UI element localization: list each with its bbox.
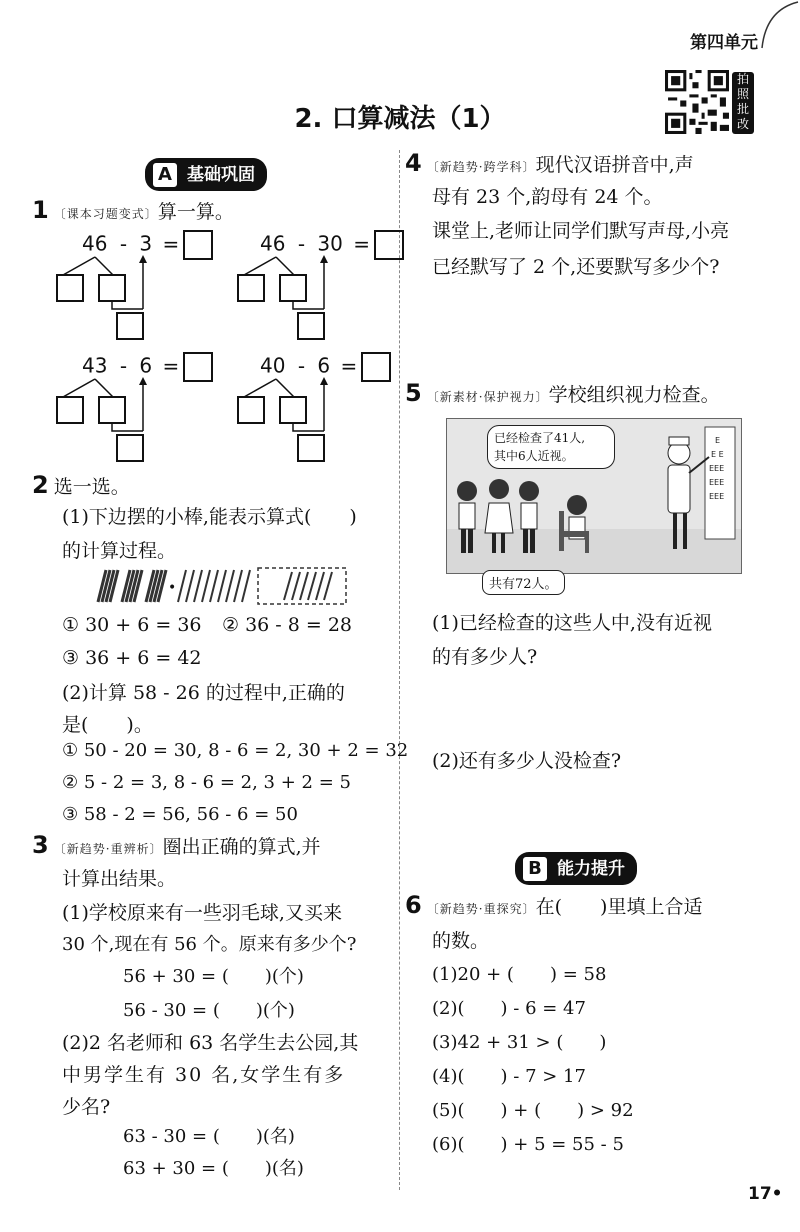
q2-option-2[interactable]: ② 36 - 8 = 28 (222, 614, 353, 636)
q3-tag: 〔新趋势·重辨析〕 (53, 842, 163, 856)
page-number-value: 17 (748, 1184, 772, 1204)
section-b-letter: B (521, 855, 549, 883)
section-a-header (145, 158, 267, 191)
svg-text:E: E (715, 436, 721, 445)
q2-part2-line2: 是( )。 (62, 714, 153, 736)
q5-part1-line1: (1)已经检查的这些人中,没有近视 (432, 612, 712, 634)
q3-text-2: 计算出结果。 (62, 868, 177, 890)
q4-text-1: 现代汉语拼音中,声 (535, 154, 694, 176)
operand-b: 6 (317, 353, 331, 378)
column-divider (399, 150, 400, 1190)
answer-box[interactable] (183, 230, 213, 260)
page-number: 17• (748, 1184, 783, 1204)
q2-heading (32, 470, 130, 504)
q4-number: 4 (405, 149, 422, 177)
q6-item-6[interactable]: (6)( ) + 5 = 55 - 5 (432, 1134, 624, 1155)
operand-a: 43 (82, 353, 108, 378)
answer-box[interactable] (99, 275, 125, 301)
q4-heading (405, 148, 694, 182)
q3-part1-line1: (1)学校原来有一些羽毛球,又买来 (62, 902, 342, 924)
answer-box[interactable] (298, 313, 324, 339)
svg-text:EEE: EEE (709, 464, 725, 473)
operand-a: 46 (260, 231, 286, 256)
single-sticks (178, 570, 250, 602)
q3-part2-line2: 中男学生有 30 名,女学生有多 (62, 1064, 346, 1086)
q6-item-3[interactable]: (3)42 + 31 > ( ) (432, 1032, 607, 1053)
q5-part2: (2)还有多少人没检查? (432, 750, 622, 772)
answer-box[interactable] (361, 352, 391, 382)
q2-part2-line1: (2)计算 58 - 26 的过程中,正确的 (62, 682, 345, 704)
answer-box[interactable] (238, 397, 264, 423)
answer-box[interactable] (117, 435, 143, 461)
q3-part1-eq-1[interactable]: 56 + 30 = ( )(个) (123, 966, 304, 987)
equals-sign: = (340, 353, 358, 378)
q4-text-3: 课堂上,老师让同学们默写声母,小亮 (432, 220, 730, 242)
q3-part2-line1: (2)2 名老师和 63 名学生去公园,其 (62, 1032, 359, 1054)
section-b-header (515, 852, 637, 885)
answer-box[interactable] (280, 275, 306, 301)
answer-box[interactable] (280, 397, 306, 423)
q3-part2-line3: 少名? (62, 1096, 111, 1118)
caption-total: 共有72人。 (482, 570, 565, 595)
q2-part1-line2: 的计算过程。 (62, 540, 177, 562)
svg-text:EEE: EEE (709, 492, 725, 501)
equals-sign: = (353, 231, 370, 256)
q6-item-1[interactable]: (1)20 + ( ) = 58 (432, 964, 607, 985)
operand-b: 3 (139, 231, 153, 256)
q2-option-1[interactable]: ① 30 + 6 = 36 (62, 614, 202, 636)
dashed-removal-box (258, 568, 346, 604)
page-title: 2. 口算减法（1） (294, 104, 506, 134)
q2-part2-option-2[interactable]: ② 5 - 2 = 3, 8 - 6 = 2, 3 + 2 = 5 (62, 772, 351, 793)
operator: - (119, 353, 128, 378)
q2-part2-option-3[interactable]: ③ 58 - 2 = 56, 56 - 6 = 50 (62, 804, 298, 825)
q3-part2-eq-1[interactable]: 63 - 30 = ( )(名) (123, 1126, 295, 1147)
q5-number: 5 (405, 379, 422, 407)
operand-b: 30 (317, 231, 343, 256)
svg-text:E E: E E (711, 450, 724, 459)
q6-item-4[interactable]: (4)( ) - 7 > 17 (432, 1066, 586, 1087)
bubble-line-2: 其中6人近视。 (494, 449, 574, 463)
bubble-line-1: 已经检查了41人, (494, 431, 586, 445)
section-a-letter: A (151, 161, 179, 189)
q1-number: 1 (32, 196, 49, 224)
q2-part1-line1: (1)下边摆的小棒,能表示算式( ) (62, 506, 357, 528)
section-a-label: 基础巩固 (187, 165, 255, 185)
equals-sign: = (162, 353, 180, 378)
q3-text-1: 圈出正确的算式,并 (162, 836, 321, 858)
q5-text: 学校组织视力检查。 (548, 384, 720, 406)
answer-box[interactable] (298, 435, 324, 461)
q3-heading (32, 830, 321, 864)
stick-bundle-3 (146, 570, 166, 602)
answer-box[interactable] (57, 275, 83, 301)
q3-number: 3 (32, 831, 49, 859)
q6-text-2: 的数。 (432, 930, 490, 952)
q1-tag: 〔课本习题变式〕 (53, 207, 158, 221)
operand-a: 46 (82, 231, 108, 256)
operator: - (297, 353, 306, 378)
svg-text:EEE: EEE (709, 478, 725, 487)
section-b-label: 能力提升 (557, 859, 625, 879)
q3-part1-line2: 30 个,现在有 56 个。原来有多少个? (62, 934, 357, 955)
operand-a: 40 (260, 353, 286, 378)
answer-box[interactable] (99, 397, 125, 423)
q4-text-4: 已经默写了 2 个,还要默写多少个? (432, 256, 720, 278)
q1-item-4-split-diagram (236, 377, 346, 467)
speech-bubble (487, 425, 615, 469)
q6-item-2[interactable]: (2)( ) - 6 = 47 (432, 998, 586, 1019)
operator: - (297, 231, 306, 256)
q6-number: 6 (405, 891, 422, 919)
q6-heading (405, 890, 702, 924)
q1-item-2-split-diagram (236, 255, 346, 345)
eye-exam-illustration (446, 418, 742, 574)
stick-bundle-2 (122, 570, 142, 602)
qr-label: 拍照批改 (732, 72, 754, 134)
q4-tag: 〔新趋势·跨学科〕 (426, 160, 536, 174)
q4-text-2: 母有 23 个,韵母有 24 个。 (432, 186, 663, 208)
equals-sign: = (162, 231, 180, 256)
answer-box[interactable] (183, 352, 213, 382)
q1-item-1-split-diagram (55, 255, 165, 345)
q3-part1-eq-2[interactable]: 56 - 30 = ( )(个) (123, 1000, 295, 1021)
answer-box[interactable] (117, 313, 143, 339)
q2-option-3[interactable]: ③ 36 + 6 = 42 (62, 647, 202, 669)
q6-tag: 〔新趋势·重探究〕 (426, 902, 536, 916)
operator: - (119, 231, 128, 256)
answer-box[interactable] (238, 275, 264, 301)
q6-text-1: 在( )里填上合适 (535, 896, 703, 918)
q5-part1-line2: 的有多少人? (432, 646, 538, 668)
answer-box[interactable] (374, 230, 404, 260)
operand-b: 6 (139, 353, 153, 378)
removed-sticks (284, 572, 332, 600)
sticks-illustration (94, 566, 350, 608)
q2-part2-option-1[interactable]: ① 50 - 20 = 30, 8 - 6 = 2, 30 + 2 = 32 (62, 740, 409, 761)
q2-number: 2 (32, 471, 49, 499)
q1-text: 算一算。 (157, 201, 234, 223)
q6-item-5[interactable]: (5)( ) + ( ) > 92 (432, 1100, 634, 1121)
q5-tag: 〔新素材·保护视力〕 (426, 390, 549, 404)
q1-item-3-split-diagram (55, 377, 165, 467)
answer-box[interactable] (57, 397, 83, 423)
q5-heading (405, 378, 720, 412)
page-corner-curl (760, 0, 800, 50)
stick-bundle-1 (98, 570, 118, 602)
q2-text: 选一选。 (53, 476, 130, 498)
q3-part2-eq-2[interactable]: 63 + 30 = ( )(名) (123, 1158, 304, 1179)
unit-label: 第四单元 (690, 33, 758, 53)
svg-text:•: • (168, 580, 177, 596)
q1-heading (32, 195, 234, 229)
